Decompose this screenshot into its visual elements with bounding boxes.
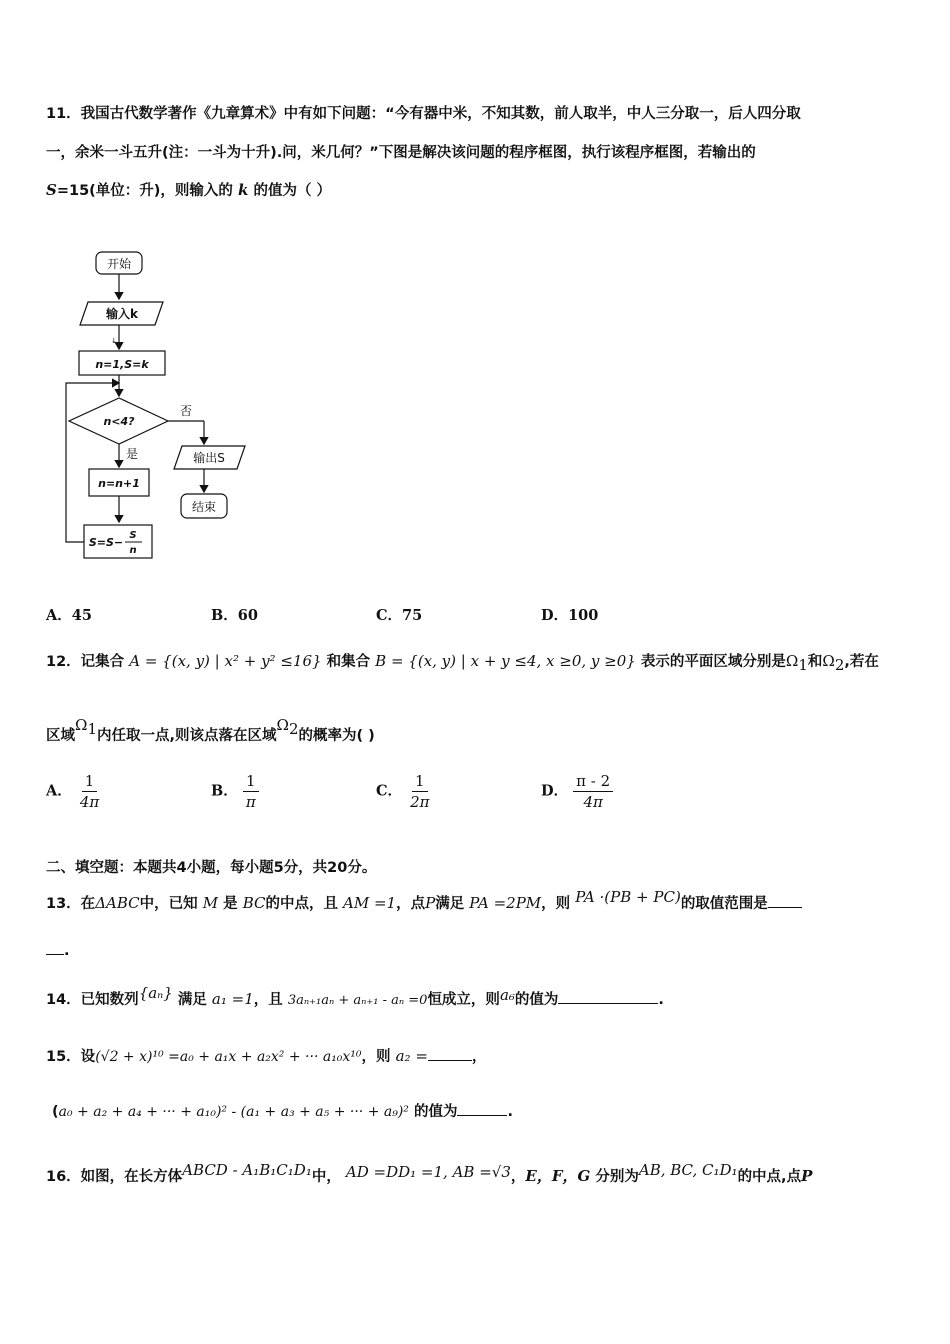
loop-mark: ↓	[111, 337, 117, 345]
q11-choice-d: D．100	[541, 607, 599, 624]
q11-line3	[46, 179, 331, 200]
q12-choice-d-label: D．	[541, 782, 569, 800]
frac-den: π	[245, 793, 256, 811]
q13-b: 中，已知	[139, 896, 198, 912]
answer-blank[interactable]	[558, 989, 658, 1004]
answer-blank[interactable]	[457, 1101, 507, 1116]
q16-b: 中，	[311, 1169, 341, 1185]
q13-d: 的中点，且	[265, 896, 338, 912]
output-label: 输出S	[193, 451, 225, 465]
q14-line	[46, 984, 664, 1009]
q12-choice-c	[376, 772, 433, 811]
var-k: k	[238, 181, 249, 199]
omega1: Ω	[785, 652, 799, 670]
start-label: 开始	[106, 257, 132, 271]
update-left-label: S=S−	[88, 536, 124, 549]
q12-p4: 和	[807, 654, 823, 670]
sum-difference: a₀ + a₂ + a₄ + ··· + a₁₀)² - (a₁ + a₃ + a₅ + ··· + a₉)²	[58, 1104, 409, 1120]
q13-a: 13．在	[46, 896, 96, 912]
q14-end: .	[658, 992, 664, 1008]
frac-num: π - 2	[573, 772, 613, 792]
q11-line1: 11．我国古代数学著作《九章算术》中有如下问题：“今有器中米，不知其数，前人取半，中人三分取一，后人四分取	[46, 106, 801, 122]
point-p: P	[425, 894, 436, 912]
q12-choice-d	[541, 772, 613, 811]
omega2-sub: 2	[834, 655, 845, 674]
point-m: M	[202, 894, 219, 912]
triangle-abc: ΔABC	[95, 894, 140, 912]
q12-line2-c: 的概率为( )	[298, 728, 375, 744]
q15-open: (	[52, 1104, 59, 1120]
q13-h: 的取值范围是	[680, 896, 768, 912]
q13-e: ，点	[396, 896, 426, 912]
q12-line1	[46, 650, 879, 674]
omega2-b-sub: 2	[288, 719, 299, 738]
omega1-b-sub: 1	[87, 719, 97, 738]
q14-a: 14．已知数列	[46, 992, 139, 1008]
q14-c: ，且	[253, 992, 283, 1008]
frac-den: 4π	[583, 793, 603, 811]
pa-eq: PA =2PM	[469, 894, 542, 912]
a1-eq: a₁ =1	[211, 990, 254, 1008]
set-a: A = {(x, y) | x² + y² ≤16}	[129, 652, 322, 670]
answer-blank[interactable]	[768, 893, 802, 908]
q13-line1	[46, 888, 802, 913]
point-p: P	[801, 1167, 813, 1185]
q16-a: 16．如图，在长方体	[46, 1169, 183, 1185]
condition-label: n<4?	[103, 415, 135, 428]
q12-p3: 表示的平面区域分别是	[640, 654, 786, 670]
end-label: 结束	[191, 500, 217, 514]
sequence-an: {aₙ}	[138, 984, 173, 1002]
q11-choice-a: A．45	[46, 607, 92, 624]
frac-num: 1	[243, 772, 259, 792]
q12-choice-c-frac	[407, 772, 432, 811]
increment-label: n=n+1	[98, 477, 140, 490]
frac-den: 4π	[79, 793, 100, 811]
segment-bc: BC	[242, 894, 266, 912]
q12-choice-a-frac	[77, 772, 102, 811]
binomial-expansion: (√2 + x)¹⁰ =a₀ + a₁x + a₂x² + ··· a₁₀x¹⁰	[95, 1049, 362, 1065]
q12-choice-c-label: C．	[376, 782, 403, 800]
a2-eq: a₂ =	[395, 1047, 428, 1065]
var-s: S	[46, 181, 57, 199]
q12-p5: ,若在	[844, 654, 879, 670]
q11-choice-b: B．60	[211, 607, 258, 624]
omega2-b: Ω	[276, 716, 289, 734]
q14-b: 满足	[177, 992, 207, 1008]
cuboid: ABCD - A₁B₁C₁D₁	[182, 1161, 312, 1179]
q15-b: ，则	[361, 1049, 391, 1065]
q12-line2-b: 内任取一点,则该点落在区域	[96, 728, 277, 744]
q11-line3-b: 的值为（ ）	[253, 183, 332, 199]
q15-a: 15．设	[46, 1049, 96, 1065]
yes-label: 是	[126, 447, 139, 461]
q12-line2	[46, 716, 375, 748]
q11-line3-a: =15(单位：升)，则输入的	[56, 183, 233, 199]
q12-choice-d-frac	[573, 772, 613, 811]
q16-line	[46, 1161, 813, 1186]
input-label: 输入k	[106, 307, 138, 321]
q16-e: 的中点,点	[737, 1169, 802, 1185]
edge-lengths: AD =DD₁ =1, AB =√3	[345, 1163, 511, 1181]
q11-choice-c: C．75	[376, 607, 423, 624]
q11-line2: 一，余米一斗五升(注：一斗为十升).问，米几何？”下图是解决该问题的程序框图，执行该程序框图，若输出的	[46, 145, 756, 161]
q15-end: .	[507, 1104, 513, 1120]
no-label: 否	[180, 404, 193, 418]
a6: a₆	[499, 986, 515, 1004]
omega1-b: Ω	[75, 716, 88, 734]
q12-choice-b-frac	[243, 772, 259, 811]
omega1-sub: 1	[798, 655, 808, 674]
update-den-label: n	[129, 545, 137, 556]
q12-line2-a: 区域	[46, 728, 75, 744]
am-eq: AM =1	[343, 894, 397, 912]
q13-tail: .	[64, 943, 70, 959]
q15-line1	[46, 1045, 486, 1066]
omega2: Ω	[822, 652, 835, 670]
q12-choice-a	[46, 772, 102, 811]
q16-d: 分别为	[595, 1169, 639, 1185]
q15-c: ，	[471, 1049, 487, 1065]
q12-choice-b	[211, 772, 259, 811]
frac-num: 1	[412, 772, 428, 792]
q13-line2	[46, 940, 70, 959]
q14-d: 恒成立，则	[427, 992, 500, 1008]
points-efg: E，F，G	[525, 1167, 591, 1185]
answer-blank[interactable]	[428, 1046, 472, 1061]
vector-expr: PA ·(PB + PC)	[575, 888, 681, 906]
section-heading: 二、填空题：本题共4小题，每小题5分，共20分。	[46, 860, 377, 876]
q15-line2	[52, 1100, 513, 1121]
frac-den: 2π	[410, 793, 430, 811]
answer-blank-cont[interactable]	[46, 940, 64, 955]
q15-line2-b: 的值为	[413, 1104, 458, 1120]
q16-c: ，	[510, 1169, 526, 1185]
init-label: n=1,S=k	[95, 358, 149, 371]
q12-choice-b-label: B．	[211, 782, 238, 800]
q12-p1: 12．记集合	[46, 654, 125, 670]
midpoint-segments: AB, BC, C₁D₁	[638, 1161, 738, 1179]
q12-choice-a-label: A．	[46, 782, 72, 800]
q13-g: ，则	[541, 896, 571, 912]
recurrence: 3aₙ₊₁aₙ + aₙ₊₁ - aₙ =0	[287, 993, 428, 1008]
q14-e: 的值为	[514, 992, 559, 1008]
update-num-label: S	[129, 530, 137, 541]
q13-c: 是	[223, 896, 238, 912]
frac-num: 1	[82, 772, 98, 792]
q13-f: 满足	[435, 896, 465, 912]
set-b: B = {(x, y) | x + y ≤4, x ≥0, y ≥0}	[375, 652, 636, 670]
q12-p2: 和集合	[326, 654, 371, 670]
flowchart	[60, 245, 260, 565]
